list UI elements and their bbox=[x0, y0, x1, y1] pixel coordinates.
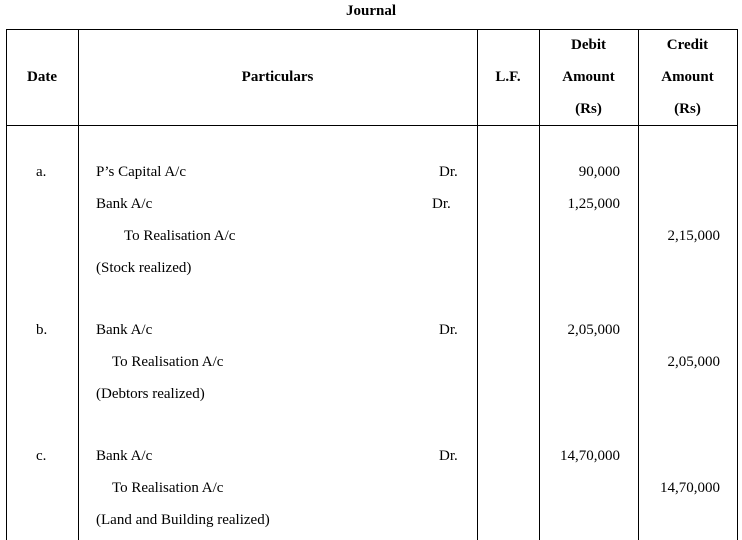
table-top-border bbox=[6, 29, 738, 30]
credit-amount: 14,70,000 bbox=[660, 480, 720, 496]
entry-date: a. bbox=[36, 164, 47, 180]
dr-marker: Dr. bbox=[439, 164, 458, 180]
col-border-date bbox=[78, 29, 79, 540]
entry-particular: P’s Capital A/c bbox=[96, 164, 186, 180]
header-lf: L.F. bbox=[495, 69, 521, 85]
entry-date: b. bbox=[36, 322, 48, 338]
entry-narration: (Stock realized) bbox=[96, 260, 192, 276]
debit-amount: 14,70,000 bbox=[560, 448, 620, 464]
entry-particular: To Realisation A/c bbox=[124, 228, 236, 244]
entry-narration: (Land and Building realized) bbox=[96, 512, 270, 528]
col-border-right bbox=[737, 29, 738, 540]
header-debit-line2: Amount bbox=[562, 69, 615, 85]
journal-title: Journal bbox=[345, 3, 396, 19]
debit-amount: 90,000 bbox=[578, 164, 620, 180]
credit-amount: 2,15,000 bbox=[667, 228, 720, 244]
header-credit-line1: Credit bbox=[666, 37, 709, 53]
dr-marker: Dr. bbox=[439, 322, 458, 338]
col-border-left bbox=[6, 29, 7, 540]
header-debit-line3: (Rs) bbox=[575, 101, 602, 117]
debit-amount: 2,05,000 bbox=[567, 322, 620, 338]
entry-particular: Bank A/c bbox=[96, 322, 153, 338]
col-border-particulars bbox=[477, 29, 478, 540]
entry-particular: Bank A/c bbox=[96, 196, 153, 212]
entry-particular: To Realisation A/c bbox=[112, 354, 224, 370]
header-particulars: Particulars bbox=[241, 69, 314, 85]
credit-amount: 2,05,000 bbox=[667, 354, 720, 370]
debit-amount: 1,25,000 bbox=[567, 196, 620, 212]
header-bottom-border bbox=[6, 125, 738, 126]
entry-particular: Bank A/c bbox=[96, 448, 153, 464]
header-credit-line3: (Rs) bbox=[674, 101, 701, 117]
entry-narration: (Debtors realized) bbox=[96, 386, 205, 402]
entry-date: c. bbox=[36, 448, 47, 464]
header-debit-line1: Debit bbox=[571, 37, 606, 53]
entry-particular: To Realisation A/c bbox=[112, 480, 224, 496]
header-date: Date bbox=[27, 69, 57, 85]
header-credit-line2: Amount bbox=[661, 69, 714, 85]
dr-marker: Dr. bbox=[439, 448, 458, 464]
dr-marker: Dr. bbox=[432, 196, 451, 212]
